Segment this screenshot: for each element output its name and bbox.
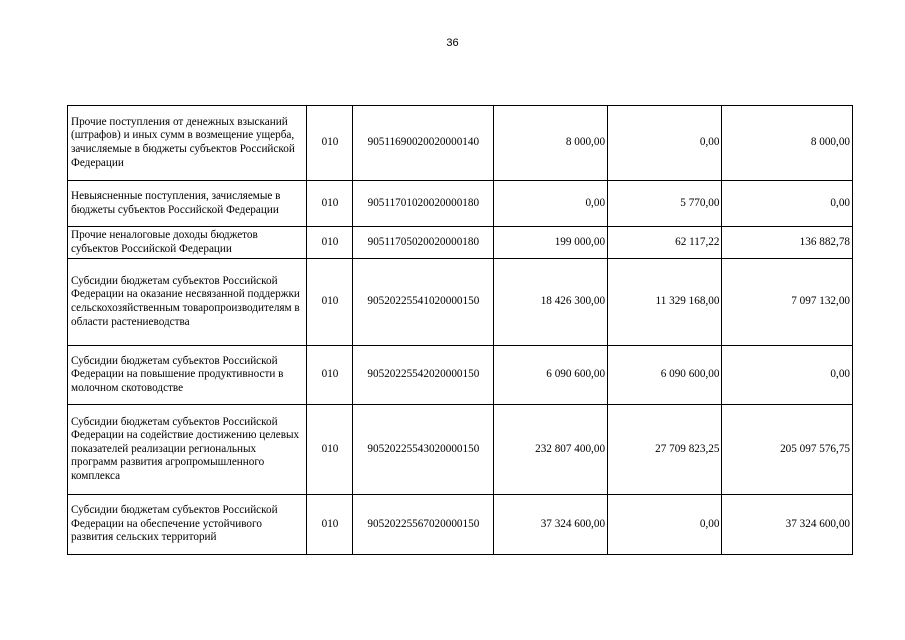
remaining-amount-cell: 37 324 600,00 [722,495,853,555]
revenue-name-cell: Субсидии бюджетам субъектов Российской Федерации на содействие достижению целевых показателей реализации региональных программ развития агропромышленного комплекса [68,405,307,495]
executed-amount-cell: 27 709 823,25 [608,405,722,495]
executed-amount-cell: 6 090 600,00 [608,346,722,405]
table-row [68,181,853,227]
classification-code-cell: 90520225543020000150 [353,405,494,495]
planned-amount-cell: 199 000,00 [493,227,607,259]
revenue-name-cell: Субсидии бюджетам субъектов Российской Федерации на оказание несвязанной поддержки сельскохозяйственным товаропроизводителям в области растениеводства [68,259,307,346]
remaining-amount-cell: 136 882,78 [722,227,853,259]
line-code-cell: 010 [306,495,352,555]
executed-amount-cell: 0,00 [608,106,722,181]
executed-amount-cell: 11 329 168,00 [608,259,722,346]
planned-amount-cell: 0,00 [493,181,607,227]
remaining-amount-cell: 7 097 132,00 [722,259,853,346]
page-number: 36 [446,37,459,49]
classification-code-cell: 90520225542020000150 [353,346,494,405]
planned-amount-cell: 37 324 600,00 [493,495,607,555]
executed-amount-cell: 5 770,00 [608,181,722,227]
table-row [68,405,853,495]
line-code-cell: 010 [306,181,352,227]
revenue-name-cell: Прочие неналоговые доходы бюджетов субъектов Российской Федерации [68,227,307,259]
executed-amount-cell: 0,00 [608,495,722,555]
classification-code-cell: 90511690020020000140 [353,106,494,181]
revenue-name-cell: Прочие поступления от денежных взысканий (штрафов) и иных сумм в возмещение ущерба, зачисляемые в бюджеты субъектов Российской Федерации [68,106,307,181]
planned-amount-cell: 6 090 600,00 [493,346,607,405]
revenue-name-cell: Невыясненные поступления, зачисляемые в бюджеты субъектов Российской Федерации [68,181,307,227]
table-row [68,106,853,181]
budget-revenue-table [67,105,853,555]
remaining-amount-cell: 0,00 [722,181,853,227]
planned-amount-cell: 8 000,00 [493,106,607,181]
classification-code-cell: 90520225567020000150 [353,495,494,555]
table-row [68,346,853,405]
remaining-amount-cell: 0,00 [722,346,853,405]
table-row [68,495,853,555]
line-code-cell: 010 [306,106,352,181]
revenue-name-cell: Субсидии бюджетам субъектов Российской Федерации на повышение продуктивности в молочном скотоводстве [68,346,307,405]
line-code-cell: 010 [306,259,352,346]
remaining-amount-cell: 205 097 576,75 [722,405,853,495]
executed-amount-cell: 62 117,22 [608,227,722,259]
table-row [68,259,853,346]
line-code-cell: 010 [306,405,352,495]
revenue-name-cell: Субсидии бюджетам субъектов Российской Федерации на обеспечение устойчивого развития сельских территорий [68,495,307,555]
remaining-amount-cell: 8 000,00 [722,106,853,181]
classification-code-cell: 90520225541020000150 [353,259,494,346]
planned-amount-cell: 232 807 400,00 [493,405,607,495]
classification-code-cell: 90511701020020000180 [353,181,494,227]
classification-code-cell: 90511705020020000180 [353,227,494,259]
table-row [68,227,853,259]
planned-amount-cell: 18 426 300,00 [493,259,607,346]
line-code-cell: 010 [306,227,352,259]
line-code-cell: 010 [306,346,352,405]
